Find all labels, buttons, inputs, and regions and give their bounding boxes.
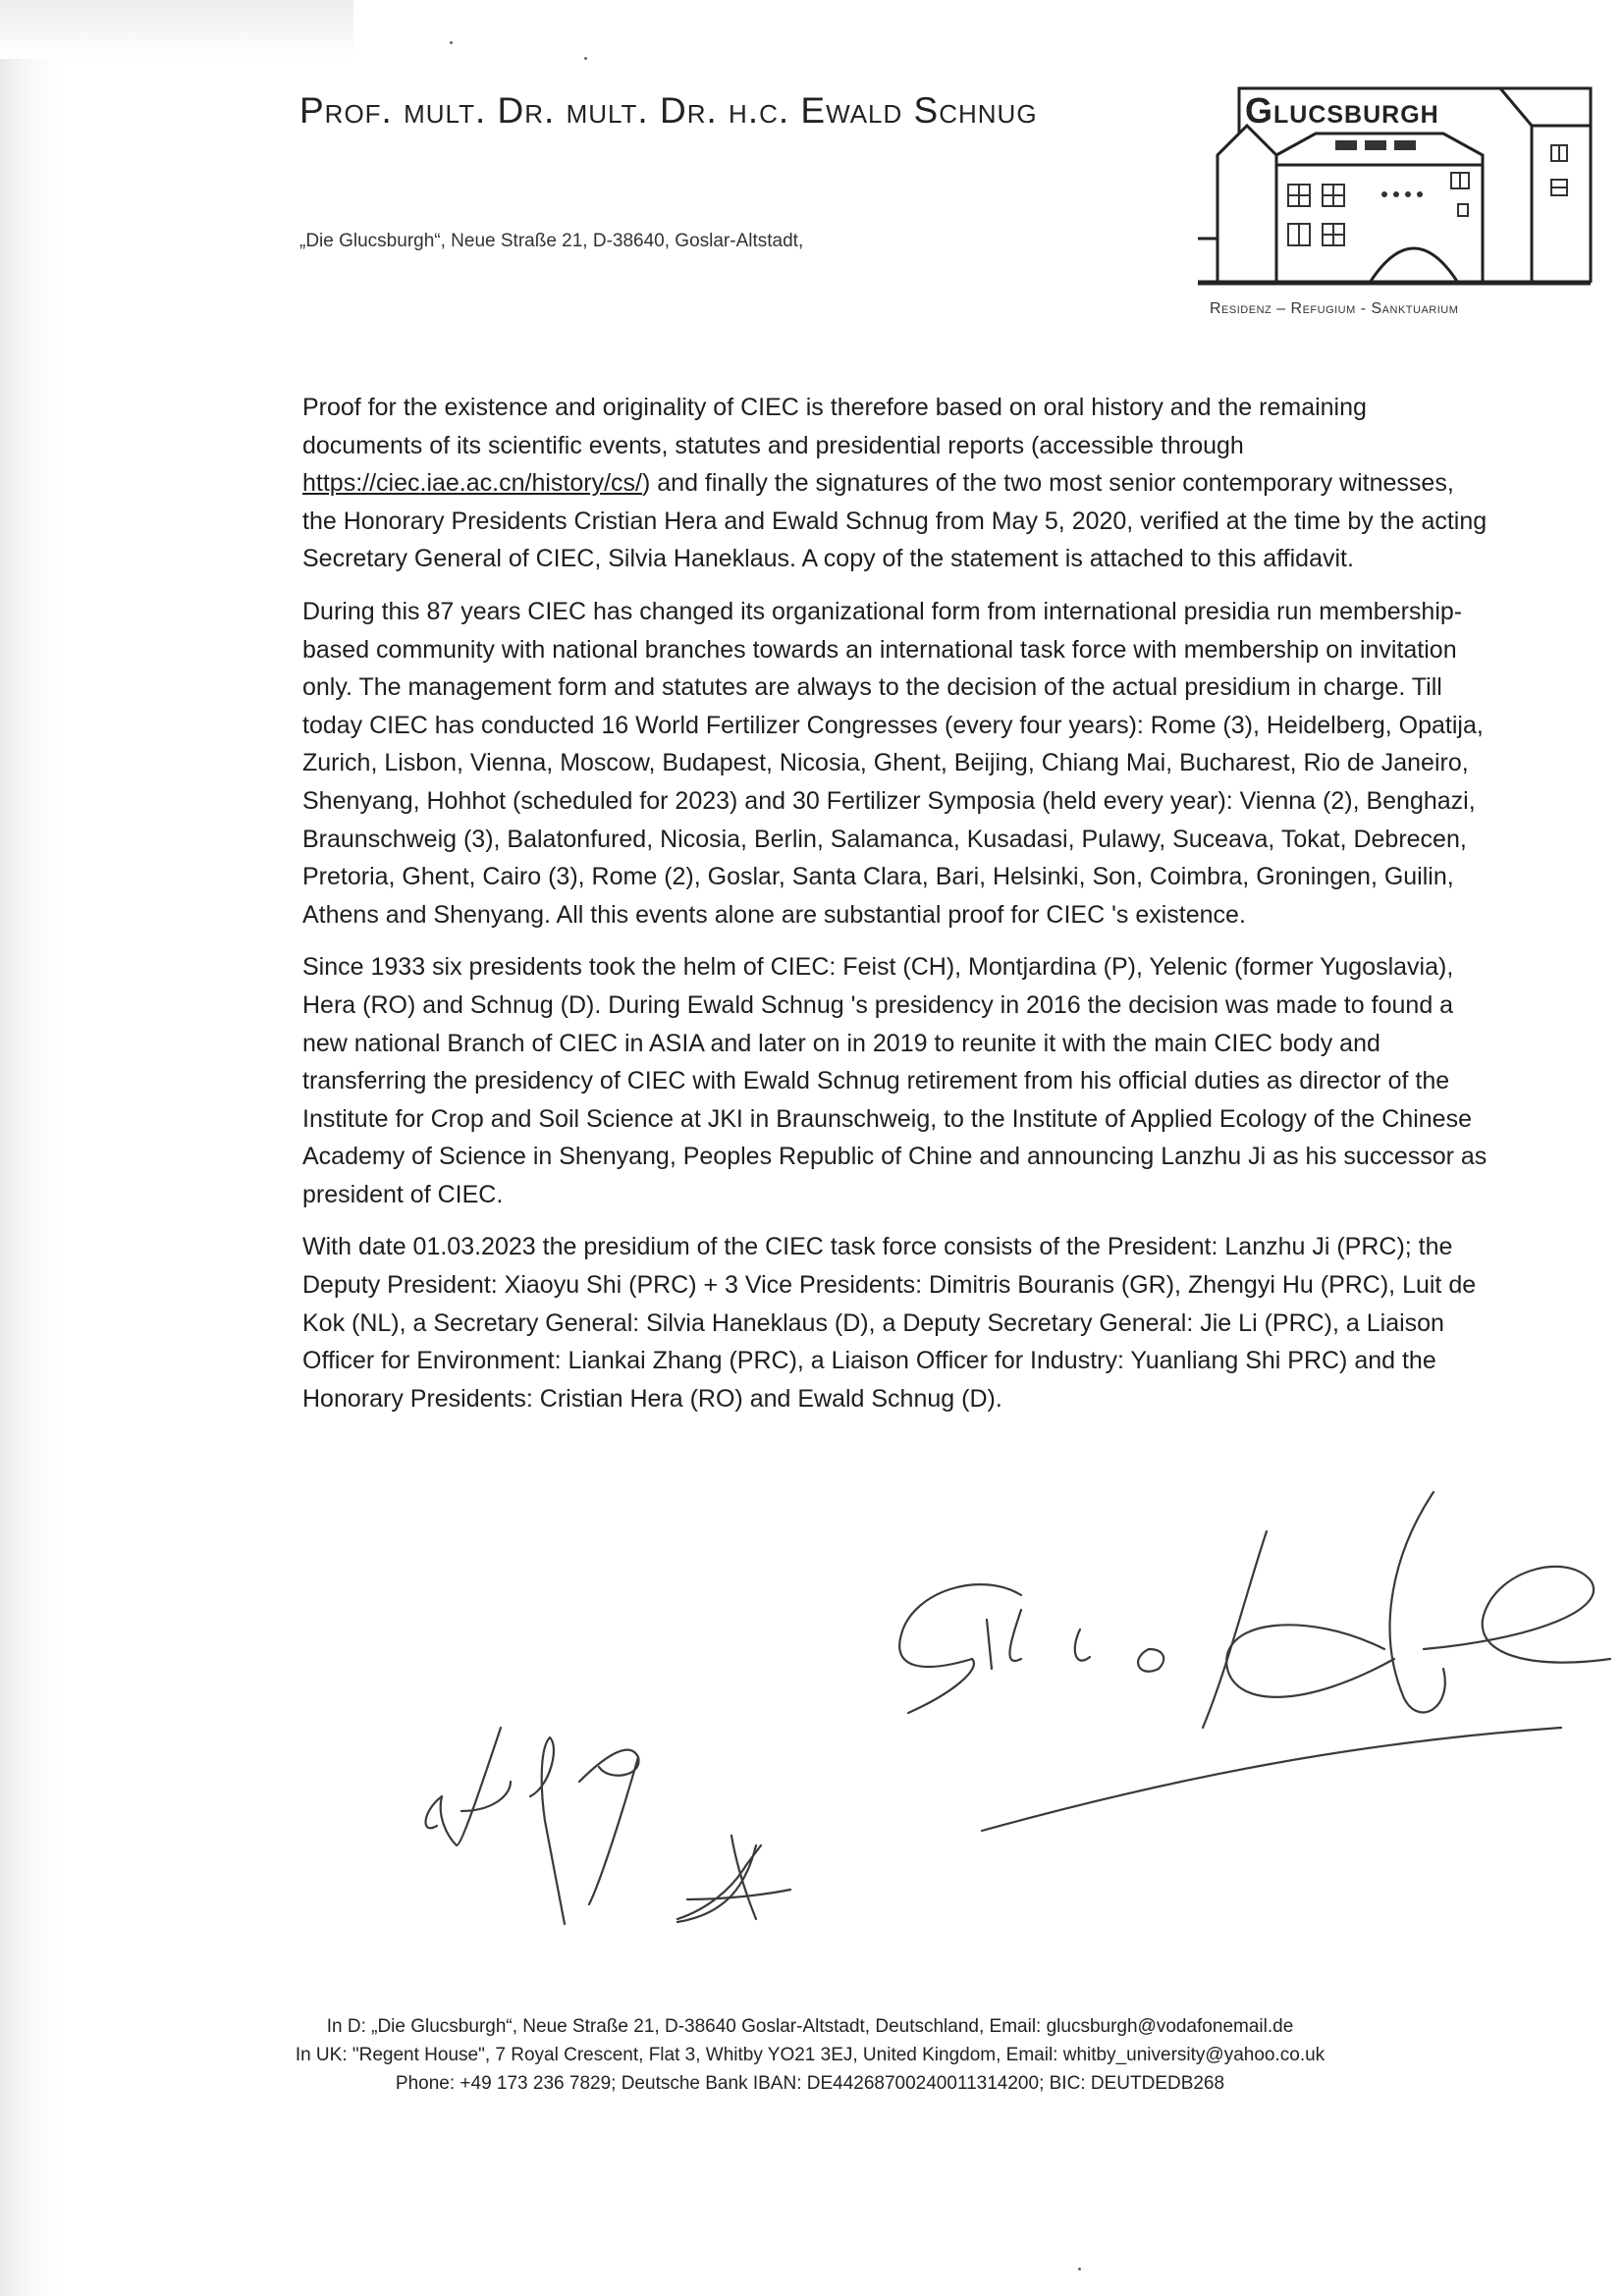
letterhead-name: Prof. mult. Dr. mult. Dr. h.c. Ewald Schnug (299, 90, 1038, 131)
logo-title: Glucsburgh (1245, 90, 1439, 131)
paragraph-presidium: With date 01.03.2023 the presidium of the CIEC task force consists of the President: Lanzhu Ji (PRC); the Deputy President: Xiaoyu Shi (PRC) + 3 Vice Presidents: Dimitris Bouranis (GR), Zhengyi Hu (PRC), Luit de Kok (NL), a Secretary General: Silvia Haneklaus (D), a Deputy Secretary General: Jie Li (PRC), a Liaison Officer for Environment: Liankai Zhang (PRC), a Liaison Officer for Industry: Yuanliang Shi PRC) and the Honorary Presidents: Cristian Hera (RO) and Ewald Schnug (D). (302, 1233, 1477, 1413)
letterhead-address: „Die Glucsburgh“, Neue Straße 21, D-38640, Goslar-Altstadt, (299, 231, 804, 251)
letter-footer (196, 2012, 1424, 2098)
paragraph-text: Proof for the existence and originality of CIEC is therefore based on oral history and the remaining documents of its scientific events, statutes and presidential reports (accessible through (302, 394, 1367, 459)
signature-schnug (982, 1492, 1610, 1831)
signature-haneklaus (899, 1584, 1163, 1713)
paragraph-presidents: Since 1933 six presidents took the helm of CIEC: Feist (CH), Montjardina (P), Yelenic (former Yugoslavia), Hera (RO) and Schnug (D). During Ewald Schnug 's presidency in 2016 the decision was made to found a new national Branch of CIEC in ASIA and later on in 2019 to reunite it with the main CIEC body and transferring the presidency of CIEC with Ewald Schnug retirement from his official duties as director of the Institute for Crop and Soil Science at JKI in Braunschweig, to the Institute of Applied Ecology of the Chinese Academy of Science in Shenyang, Peoples Republic of Chine and announcing Lanzhu Ji as his successor as president of CIEC. (302, 953, 1488, 1208)
paragraph-text: ) and finally the signatures of the two most senior contemporary witnesses, the Honorary Presidents Cristian Hera and Ewald Schnug from May 5, 2020, verified at the time by the acting Secretary General of CIEC, Silvia Haneklaus. A copy of the statement is attached to this affidavit. (302, 469, 1488, 573)
signature-hera (426, 1728, 790, 1924)
footer-address-germany: In D: „Die Glucsburgh“, Neue Straße 21, D-38640 Goslar-Altstadt, Deutschland, Email: glucsburgh@vodafonemail.de (326, 2016, 1294, 2037)
logo-tagline: Residenz – Refugium - Sanktuarium (1210, 300, 1459, 317)
paragraph-history: During this 87 years CIEC has changed its organizational form from international presidia run membership-based community with national branches towards an international task force with membership on invitation only. The management form and statutes are always to the decision of the actual presidium in charge. Till today CIEC has conducted 16 World Fertilizer Congresses (every four years): Rome (3), Heidelberg, Opatija, Zurich, Lisbon, Vienna, Moscow, Budapest, Nicosia, Ghent, Beijing, Chiang Mai, Bucharest, Rio de Janeiro, Shenyang, Hohhot (scheduled for 2023) and 30 Fertilizer Symposia (held every year): Vienna (2), Benghazi, Braunschweig (3), Balatonfured, Nicosia, Berlin, Salamanca, Kusadasi, Pulawy, Suceava, Tokat, Debrecen, Pretoria, Ghent, Cairo (3), Rome (2), Goslar, Santa Clara, Bari, Helsinki, Son, Coimbra, Groningen, Guilin, Athens and Shenyang. All this events alone are substantial proof for CIEC 's existence. (302, 597, 1484, 929)
footer-bank-details: Phone: +49 173 236 7829; Deutsche Bank IBAN: DE44268700240011314200; BIC: DEUTDEDB268 (395, 2073, 1225, 2094)
footer-address-uk: In UK: "Regent House", 7 Royal Crescent, Flat 3, Whitby YO21 3EJ, United Kingdom, Email: whitby_university@yahoo.co.uk (295, 2045, 1325, 2065)
history-link[interactable]: https://ciec.iae.ac.cn/history/cs/ (302, 469, 642, 498)
